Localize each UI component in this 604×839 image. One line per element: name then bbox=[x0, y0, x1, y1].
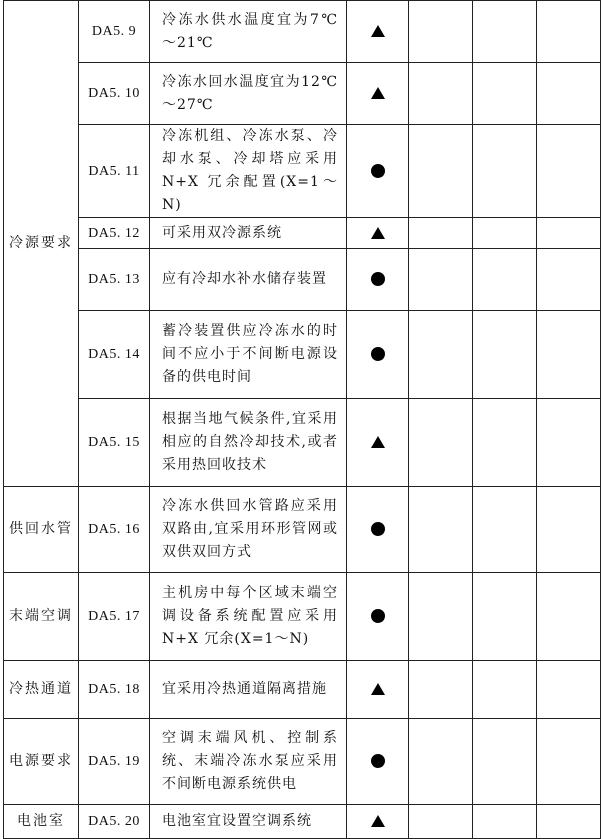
empty-cell bbox=[409, 311, 473, 399]
table-row bbox=[4, 399, 601, 487]
item-code: DA5. 12 bbox=[79, 218, 150, 249]
category-cell: 末端空调 bbox=[4, 573, 79, 661]
table-row bbox=[4, 661, 601, 719]
empty-cell bbox=[537, 125, 601, 218]
filled-circle-icon bbox=[371, 609, 385, 623]
item-code: DA5. 19 bbox=[79, 719, 150, 805]
mark-cell bbox=[347, 805, 409, 839]
category-cell: 冷热通道 bbox=[4, 661, 79, 719]
table-row bbox=[4, 805, 601, 839]
table-row bbox=[4, 249, 601, 311]
empty-cell bbox=[473, 661, 537, 719]
table-row bbox=[4, 63, 601, 125]
empty-cell bbox=[473, 63, 537, 125]
mark-cell bbox=[347, 218, 409, 249]
requirement-text: 空调末端风机、控制系统、末端冷冻水泵应采用不间断电源系统供电 bbox=[150, 719, 347, 805]
filled-circle-icon bbox=[371, 164, 385, 178]
empty-cell bbox=[473, 249, 537, 311]
mark-cell bbox=[347, 125, 409, 218]
item-code: DA5. 9 bbox=[79, 1, 150, 63]
item-code: DA5. 18 bbox=[79, 661, 150, 719]
requirement-text: 应有冷却水补水储存装置 bbox=[150, 249, 347, 311]
empty-cell bbox=[537, 719, 601, 805]
category-cell: 电池室 bbox=[4, 805, 79, 839]
empty-cell bbox=[473, 218, 537, 249]
empty-cell bbox=[473, 573, 537, 661]
category-cell-cold-source: 冷源要求 bbox=[4, 1, 79, 487]
table-row bbox=[4, 487, 601, 573]
item-code: DA5. 16 bbox=[79, 487, 150, 573]
empty-cell bbox=[473, 487, 537, 573]
empty-cell bbox=[409, 487, 473, 573]
empty-cell bbox=[409, 218, 473, 249]
empty-cell bbox=[409, 249, 473, 311]
item-code: DA5. 11 bbox=[79, 125, 150, 218]
requirement-text: 冷冻机组、冷冻水泵、冷却水泵、冷却塔应采用 N+X 冗余配置(X=1～N) bbox=[150, 125, 347, 218]
mark-cell bbox=[347, 63, 409, 125]
table-row bbox=[4, 573, 601, 661]
empty-cell bbox=[537, 218, 601, 249]
triangle-icon bbox=[371, 815, 385, 827]
mark-cell bbox=[347, 311, 409, 399]
empty-cell bbox=[409, 125, 473, 218]
requirement-text: 主机房中每个区域末端空调设备系统配置应采用 N+X 冗余(X=1～N) bbox=[150, 573, 347, 661]
requirements-table bbox=[3, 0, 601, 839]
empty-cell bbox=[537, 399, 601, 487]
requirement-text: 冷冻水供回水管路应采用双路由,宜采用环形管网或双供双回方式 bbox=[150, 487, 347, 573]
empty-cell bbox=[409, 1, 473, 63]
filled-circle-icon bbox=[371, 522, 385, 536]
empty-cell bbox=[409, 661, 473, 719]
empty-cell bbox=[409, 573, 473, 661]
category-cell: 供回水管 bbox=[4, 487, 79, 573]
empty-cell bbox=[409, 805, 473, 839]
mark-cell bbox=[347, 719, 409, 805]
table-row bbox=[4, 218, 601, 249]
empty-cell bbox=[537, 1, 601, 63]
empty-cell bbox=[537, 805, 601, 839]
empty-cell bbox=[473, 1, 537, 63]
item-code: DA5. 13 bbox=[79, 249, 150, 311]
triangle-icon bbox=[371, 25, 385, 37]
empty-cell bbox=[409, 399, 473, 487]
mark-cell bbox=[347, 487, 409, 573]
filled-circle-icon bbox=[371, 272, 385, 286]
table-row bbox=[4, 719, 601, 805]
triangle-icon bbox=[371, 227, 385, 239]
item-code: DA5. 20 bbox=[79, 805, 150, 839]
mark-cell bbox=[347, 1, 409, 63]
mark-cell bbox=[347, 661, 409, 719]
triangle-icon bbox=[371, 683, 385, 695]
requirement-text: 冷冻水回水温度宜为12℃～27℃ bbox=[150, 63, 347, 125]
empty-cell bbox=[537, 63, 601, 125]
empty-cell bbox=[537, 249, 601, 311]
empty-cell bbox=[473, 311, 537, 399]
empty-cell bbox=[537, 311, 601, 399]
mark-cell bbox=[347, 249, 409, 311]
empty-cell bbox=[537, 573, 601, 661]
empty-cell bbox=[473, 125, 537, 218]
requirement-text: 宜采用冷热通道隔离措施 bbox=[150, 661, 347, 719]
triangle-icon bbox=[371, 87, 385, 99]
requirement-text: 冷冻水供水温度宜为7℃～21℃ bbox=[150, 1, 347, 63]
category-cell: 电源要求 bbox=[4, 719, 79, 805]
empty-cell bbox=[409, 63, 473, 125]
requirement-text: 电池室宜设置空调系统 bbox=[150, 805, 347, 839]
item-code: DA5. 15 bbox=[79, 399, 150, 487]
empty-cell bbox=[473, 805, 537, 839]
table-row bbox=[4, 311, 601, 399]
empty-cell bbox=[409, 719, 473, 805]
item-code: DA5. 14 bbox=[79, 311, 150, 399]
requirement-text: 可采用双冷源系统 bbox=[150, 218, 347, 249]
mark-cell bbox=[347, 399, 409, 487]
empty-cell bbox=[473, 719, 537, 805]
triangle-icon bbox=[371, 436, 385, 448]
filled-circle-icon bbox=[371, 347, 385, 361]
empty-cell bbox=[537, 661, 601, 719]
empty-cell bbox=[537, 487, 601, 573]
item-code: DA5. 17 bbox=[79, 573, 150, 661]
requirement-text: 根据当地气候条件,宜采用相应的自然冷却技术,或者采用热回收技术 bbox=[150, 399, 347, 487]
mark-cell bbox=[347, 573, 409, 661]
table-row bbox=[4, 125, 601, 218]
table-row bbox=[4, 1, 601, 63]
item-code: DA5. 10 bbox=[79, 63, 150, 125]
filled-circle-icon bbox=[371, 754, 385, 768]
requirement-text: 蓄冷装置供应冷冻水的时间不应小于不间断电源设备的供电时间 bbox=[150, 311, 347, 399]
empty-cell bbox=[473, 399, 537, 487]
